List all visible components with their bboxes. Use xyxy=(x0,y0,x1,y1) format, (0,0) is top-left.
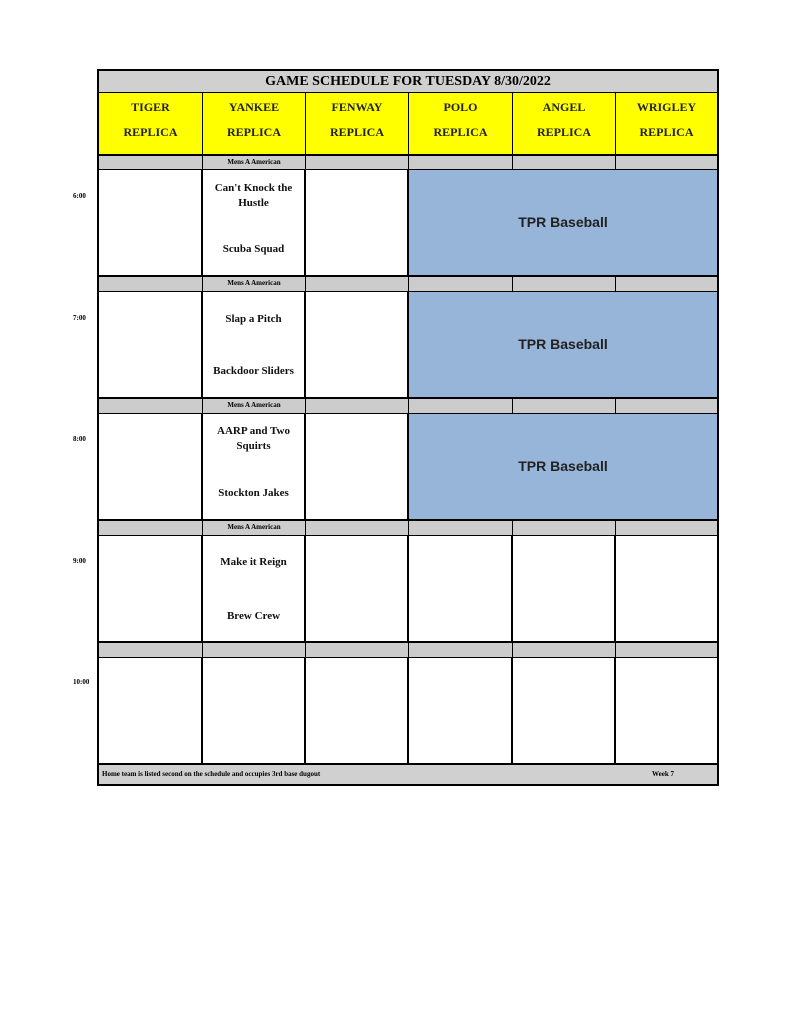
slot-cell xyxy=(513,658,616,765)
game-cell xyxy=(203,536,306,643)
separator-cell xyxy=(306,643,409,658)
home-team: Brew Crew xyxy=(226,610,281,622)
footer-note: Home team is listed second on the schedule and occupies 3rd base dugout xyxy=(102,770,321,778)
field-type: REPLICA xyxy=(433,125,488,139)
separator-cell xyxy=(513,643,616,658)
field-header-fenway xyxy=(306,93,409,156)
separator-cell xyxy=(409,399,513,414)
field-name: WRIGLEY xyxy=(636,100,697,114)
slot-cell xyxy=(99,292,203,399)
separator-cell xyxy=(99,521,203,536)
schedule-title: GAME SCHEDULE FOR TUESDAY 8/30/2022 xyxy=(99,71,717,93)
field-name: POLO xyxy=(443,100,478,114)
away-team: Make it Reign xyxy=(220,556,287,568)
time-label: 6:00 xyxy=(73,192,86,200)
slot-cell xyxy=(306,292,409,399)
schedule-grid xyxy=(97,69,719,786)
slot-cell xyxy=(306,170,409,277)
reserved-block: TPR Baseball xyxy=(409,292,717,399)
field-name: YANKEE xyxy=(228,100,280,114)
slot-cell xyxy=(409,536,513,643)
schedule-footer xyxy=(99,765,717,784)
slot-cell xyxy=(306,658,409,765)
separator-cell xyxy=(513,277,616,292)
game-cell xyxy=(203,292,306,399)
slot-cell xyxy=(99,658,203,765)
separator-cell xyxy=(616,399,717,414)
division-label: Mens A American xyxy=(203,521,306,536)
field-type: REPLICA xyxy=(639,125,694,139)
home-team: Scuba Squad xyxy=(222,243,285,255)
division-label: Mens A American xyxy=(203,399,306,414)
separator-cell xyxy=(616,156,717,170)
away-team: Can't Knock the Hustle xyxy=(214,182,293,209)
field-header-wrigley xyxy=(616,93,717,156)
reserved-block: TPR Baseball xyxy=(409,414,717,521)
slot-cell xyxy=(616,658,717,765)
separator-cell xyxy=(409,156,513,170)
time-label: 10:00 xyxy=(73,678,90,686)
slot-cell xyxy=(616,536,717,643)
separator-cell xyxy=(409,277,513,292)
away-team: Slap a Pitch xyxy=(225,313,282,325)
separator-cell xyxy=(99,156,203,170)
separator-cell xyxy=(99,277,203,292)
field-type: REPLICA xyxy=(123,125,178,139)
field-name: TIGER xyxy=(131,100,170,114)
field-type: REPLICA xyxy=(329,125,384,139)
slot-cell xyxy=(306,536,409,643)
time-label: 8:00 xyxy=(73,435,86,443)
separator-cell xyxy=(306,277,409,292)
field-type: REPLICA xyxy=(226,125,281,139)
separator-cell xyxy=(513,521,616,536)
slot-cell xyxy=(99,414,203,521)
separator-cell xyxy=(99,399,203,414)
division-label: Mens A American xyxy=(203,277,306,292)
field-header-polo xyxy=(409,93,513,156)
slot-cell xyxy=(513,536,616,643)
separator-cell xyxy=(513,156,616,170)
division-label: Mens A American xyxy=(203,156,306,170)
away-team: AARP and Two Squirts xyxy=(217,425,290,452)
field-header-angel xyxy=(513,93,616,156)
game-cell xyxy=(203,658,306,765)
field-name: ANGEL xyxy=(542,100,586,114)
field-header-yankee xyxy=(203,93,306,156)
reserved-block: TPR Baseball xyxy=(409,170,717,277)
home-team: Stockton Jakes xyxy=(218,487,289,499)
separator-cell xyxy=(409,521,513,536)
separator-cell xyxy=(409,643,513,658)
separator-cell xyxy=(513,399,616,414)
slot-cell xyxy=(306,414,409,521)
home-team: Backdoor Sliders xyxy=(213,365,294,377)
separator-cell xyxy=(306,521,409,536)
separator-cell xyxy=(99,643,203,658)
separator-cell xyxy=(616,277,717,292)
time-label: 7:00 xyxy=(73,314,86,322)
game-cell xyxy=(203,170,306,277)
separator-cell xyxy=(306,399,409,414)
slot-cell xyxy=(409,658,513,765)
separator-cell xyxy=(616,643,717,658)
field-type: REPLICA xyxy=(536,125,591,139)
field-header-tiger xyxy=(99,93,203,156)
separator-cell xyxy=(306,156,409,170)
slot-cell xyxy=(99,170,203,277)
time-label: 9:00 xyxy=(73,557,86,565)
slot-cell xyxy=(99,536,203,643)
week-label: Week 7 xyxy=(652,770,674,778)
division-label xyxy=(203,643,306,658)
field-name: FENWAY xyxy=(331,100,383,114)
separator-cell xyxy=(616,521,717,536)
game-cell xyxy=(203,414,306,521)
